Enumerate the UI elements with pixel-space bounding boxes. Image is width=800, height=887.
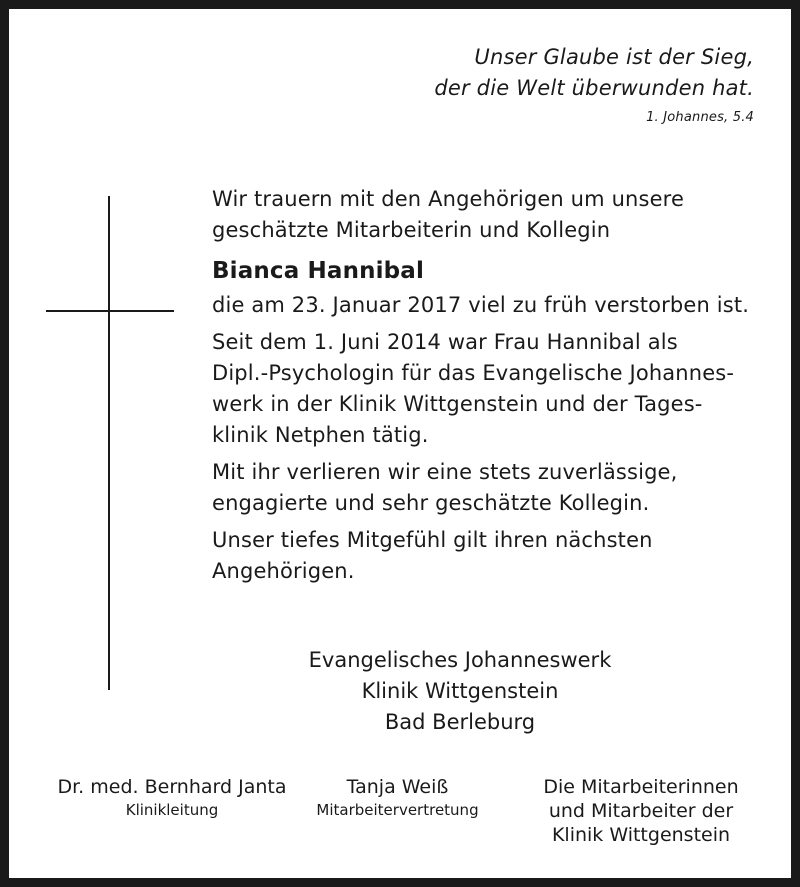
career-text: [212, 327, 767, 451]
organization-block: [290, 645, 630, 738]
deceased-name: Bianca Hannibal: [212, 258, 424, 284]
staff-line-2: und Mitarbeiter der: [548, 800, 734, 822]
verse-reference: 1. Johannes, 5.4: [646, 110, 754, 125]
intro-text: [212, 184, 767, 246]
career-line-2: Dipl.-Psychologin für das Evangelische Johannes-: [212, 361, 735, 385]
signatory-staff-rep: [300, 775, 495, 821]
sympathy-line-2: Angehörigen.: [212, 559, 355, 583]
clinic-name: Klinik Wittgenstein: [361, 679, 559, 703]
signatory-name: Tanja Weiß: [346, 776, 449, 798]
verse-line-2: der die Welt überwunden hat.: [434, 76, 754, 100]
verse-line-1: Unser Glaube ist der Sieg,: [474, 45, 754, 69]
staff-line-3: Klinik Wittgenstein: [551, 824, 731, 846]
career-line-3: werk in der Klinik Wittgenstein und der Tages-: [212, 392, 703, 416]
career-line-1: Seit dem 1. Juni 2014 war Frau Hannibal als: [212, 330, 678, 354]
signatory-clinic-lead: [52, 775, 292, 821]
tribute-line-2: engagierte und sehr geschätzte Kollegin.: [212, 491, 650, 515]
career-line-4: klinik Netphen tätig.: [212, 423, 429, 447]
tribute-line-1: Mit ihr verlieren wir eine stets zuverlässige,: [212, 460, 678, 484]
clinic-location: Bad Berleburg: [384, 710, 536, 734]
intro-line-2: geschätzte Mitarbeiterin und Kollegin: [212, 218, 611, 242]
cross-icon: [108, 196, 110, 690]
bible-verse: [434, 42, 754, 128]
signatory-name: Dr. med. Bernhard Janta: [57, 776, 287, 798]
signatory-staff: [525, 775, 757, 847]
cross-icon-bar: [46, 310, 174, 312]
signatory-role: Klinikleitung: [125, 801, 219, 819]
organization-name: Evangelisches Johanneswerk: [308, 648, 612, 672]
tribute-text: [212, 457, 767, 519]
sympathy-line-1: Unser tiefes Mitgefühl gilt ihren nächsten: [212, 528, 653, 552]
obituary-body: [212, 184, 767, 587]
death-date-text: die am 23. Januar 2017 viel zu früh verstorben ist.: [212, 293, 750, 317]
intro-line-1: Wir trauern mit den Angehörigen um unsere: [212, 187, 685, 211]
sympathy-text: [212, 525, 767, 587]
staff-line-1: Die Mitarbeiterinnen: [543, 776, 739, 798]
signatory-role: Mitarbeitervertretung: [316, 801, 479, 819]
